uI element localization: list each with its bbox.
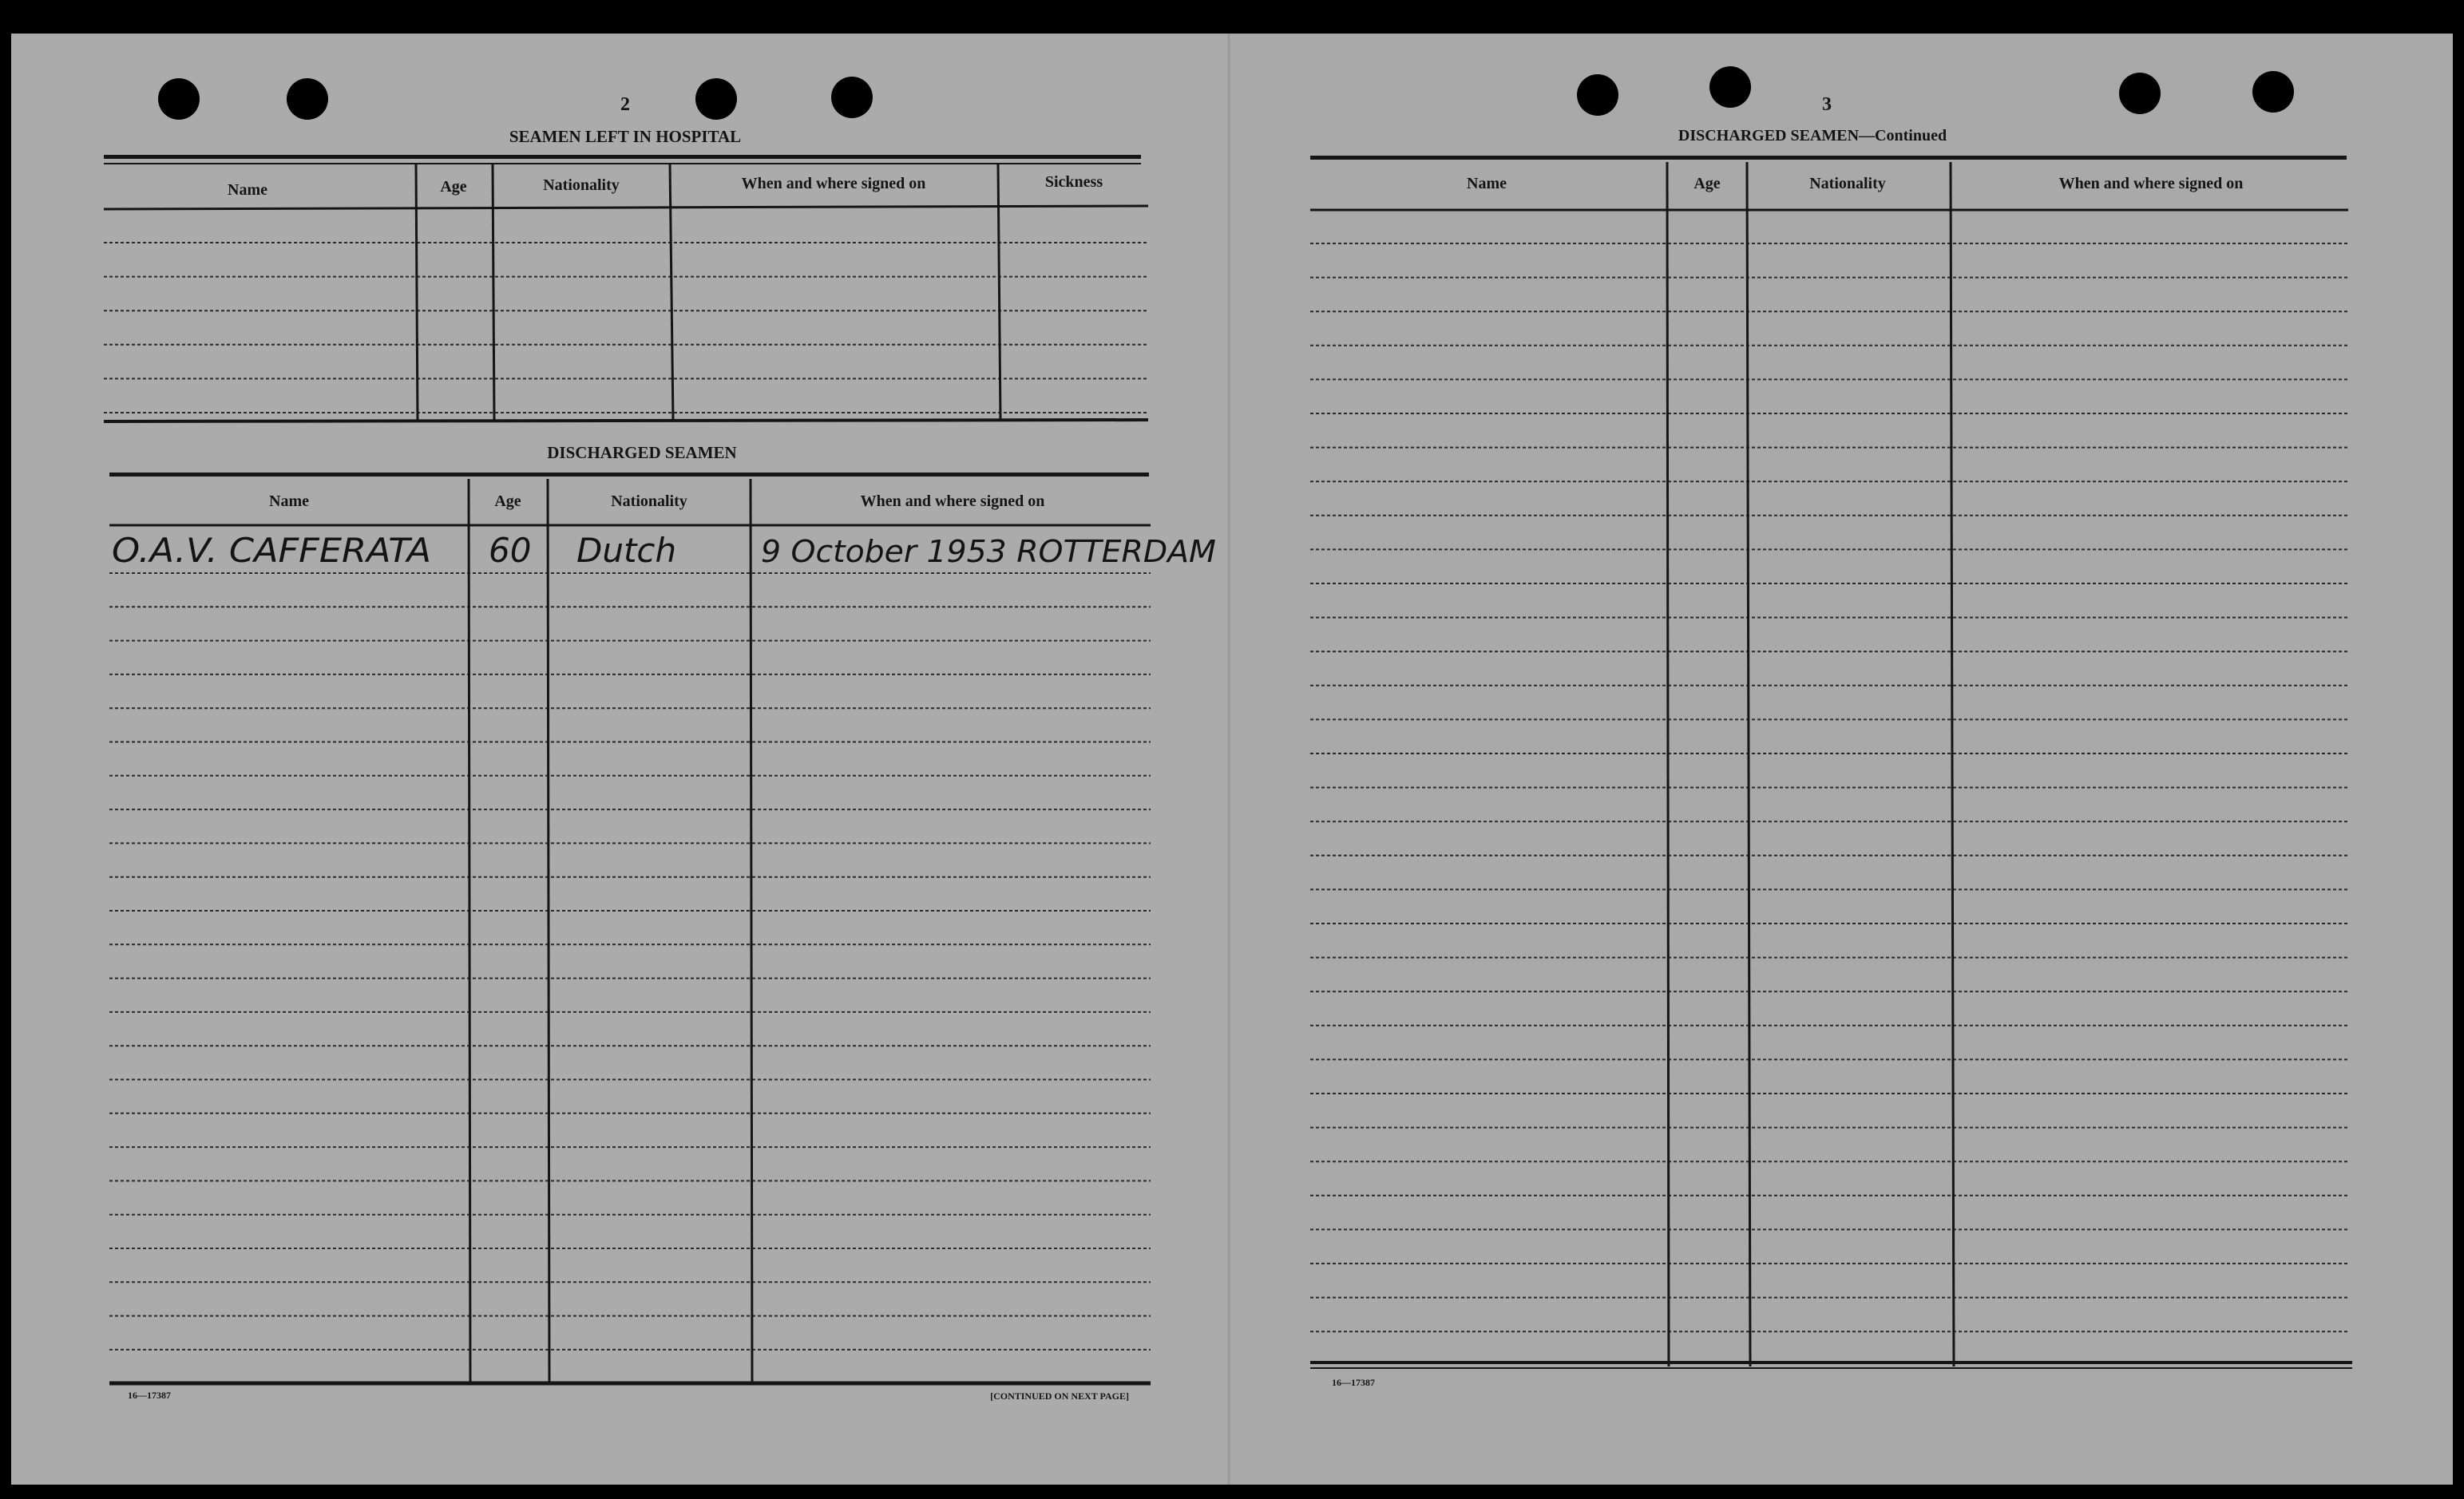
right-page-paper xyxy=(1229,34,2453,1485)
discharged-col-name: Name xyxy=(269,492,309,510)
punch-hole xyxy=(2252,71,2294,113)
left-form-number: 16—17387 xyxy=(128,1390,171,1401)
right-page-number: 3 xyxy=(1822,94,1832,115)
hospital-header-rule xyxy=(104,155,1141,159)
discharged-column-divider xyxy=(469,479,470,1383)
right-col-nationality: Nationality xyxy=(1809,175,1886,192)
right-column-divider xyxy=(1667,162,1669,1367)
right-col-signed-on: When and where signed on xyxy=(2058,175,2244,192)
punch-hole xyxy=(2119,73,2161,114)
discharged-header-rule xyxy=(109,473,1149,477)
hospital-column-divider xyxy=(416,164,418,421)
punch-hole xyxy=(1709,66,1751,108)
discharged-section-title: DISCHARGED SEAMEN xyxy=(547,443,737,462)
entry-signed-on: 9 October 1953 ROTTERDAM xyxy=(761,534,1216,569)
right-section-title: DISCHARGED SEAMEN—Continued xyxy=(1678,127,1947,144)
right-col-age: Age xyxy=(1694,175,1721,192)
left-page-paper xyxy=(11,34,1229,1485)
hospital-table-bottom-rule xyxy=(104,420,1148,421)
hospital-col-signed-on: When and where signed on xyxy=(741,175,926,192)
entry-nationality: Dutch xyxy=(576,531,677,570)
hospital-col-sickness: Sickness xyxy=(1044,173,1103,191)
entry-name: O.A.V. CAFFERATA xyxy=(112,531,431,570)
right-form-number: 16—17387 xyxy=(1332,1377,1375,1388)
punch-hole xyxy=(158,78,200,120)
discharged-col-signed-on: When and where signed on xyxy=(860,492,1045,510)
hospital-col-nationality: Nationality xyxy=(543,176,620,194)
discharged-column-divider xyxy=(548,479,549,1383)
hospital-section-title: SEAMEN LEFT IN HOSPITAL xyxy=(509,127,742,146)
discharged-col-nationality: Nationality xyxy=(611,492,687,510)
discharged-entry-row xyxy=(112,531,1216,570)
left-page-number: 2 xyxy=(620,94,630,115)
discharged-col-age: Age xyxy=(494,492,521,510)
right-col-name: Name xyxy=(1467,175,1507,192)
punch-hole xyxy=(1577,74,1618,116)
entry-age: 60 xyxy=(489,531,532,570)
discharged-column-divider xyxy=(751,479,752,1383)
right-header-rule xyxy=(1310,156,2347,160)
punch-hole xyxy=(287,78,328,120)
punch-hole xyxy=(695,78,737,120)
hospital-col-age: Age xyxy=(440,178,467,196)
hospital-column-divider xyxy=(493,164,494,421)
continued-note: [CONTINUED ON NEXT PAGE] xyxy=(990,1390,1129,1402)
hospital-col-name: Name xyxy=(228,181,267,199)
punch-hole xyxy=(831,77,873,118)
